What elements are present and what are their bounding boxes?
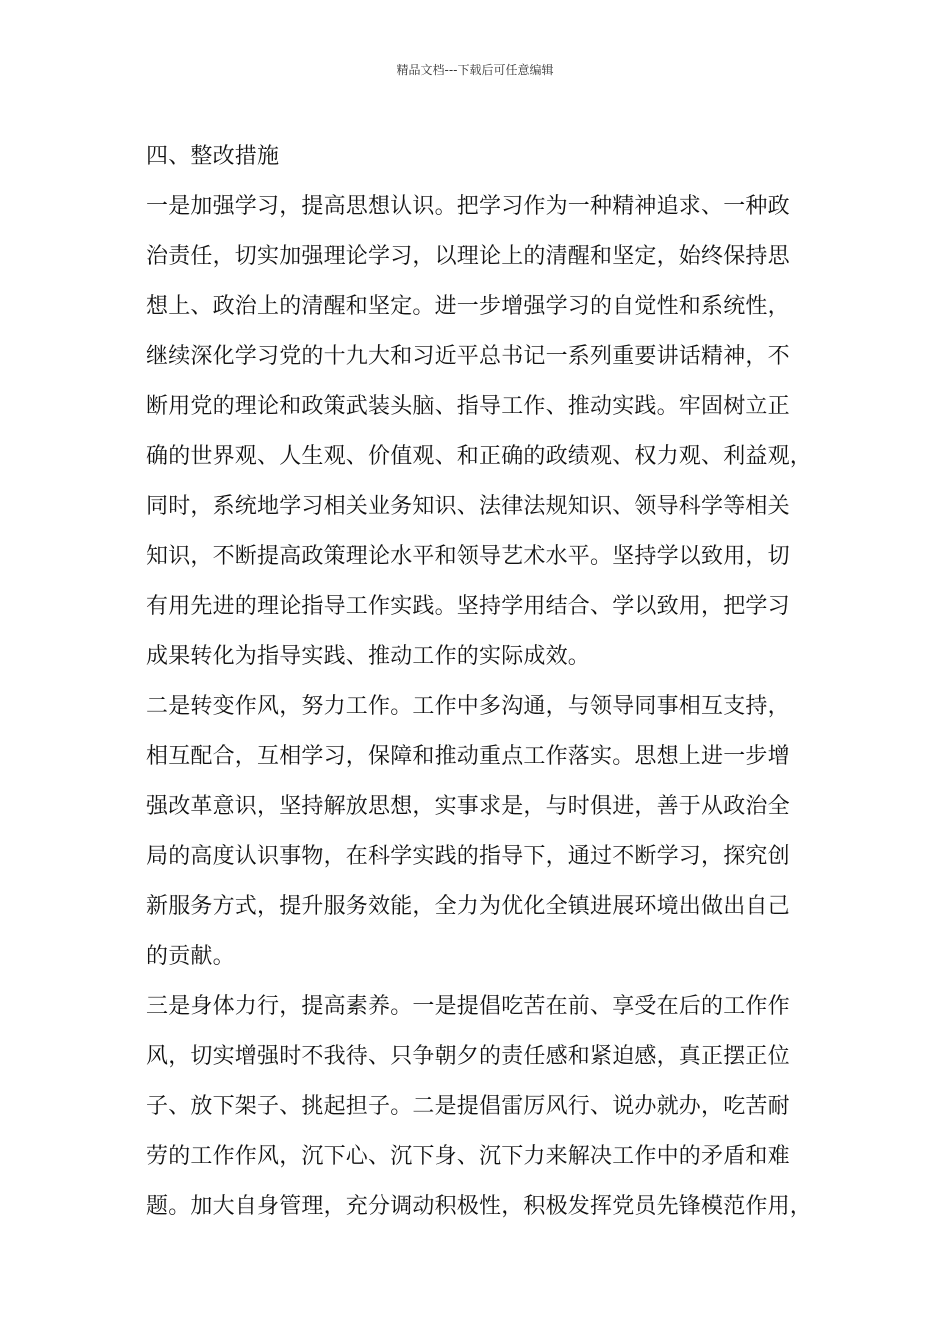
page-header: 精品文档---下载后可任意编辑 [396,63,554,77]
text-line: 强改革意识，坚持解放思想，实事求是，与时俱进，善于从政治全 [146,794,790,819]
text-line: 新服务方式，提升服务效能，全力为优化全镇进展环境出做出自己 [146,894,790,919]
text-line: 有用先进的理论指导工作实践。坚持学用结合、学以致用，把学习 [146,594,790,619]
text-line: 三是身体力行，提高素养。一是提倡吃苦在前、享受在后的工作作 [146,994,790,1019]
text-line: 断用党的理论和政策武装头脑、指导工作、推动实践。牢固树立正 [146,394,790,419]
section-heading: 四、整改措施 [146,144,280,169]
text-line: 同时，系统地学习相关业务知识、法律法规知识、领导科学等相关 [146,494,790,519]
text-line: 治责任，切实加强理论学习，以理论上的清醒和坚定，始终保持思 [146,244,790,269]
text-line: 子、放下架子、挑起担子。二是提倡雷厉风行、说办就办，吃苦耐 [146,1094,790,1119]
text-line: 一是加强学习，提高思想认识。把学习作为一种精神追求、一种政 [146,194,790,219]
document-body [146,132,836,1232]
text-line: 知识，不断提高政策理论水平和领导艺术水平。坚持学以致用，切 [146,544,790,569]
text-line: 风，切实增强时不我待、只争朝夕的责任感和紧迫感，真正摆正位 [146,1044,790,1069]
text-line: 局的高度认识事物，在科学实践的指导下，通过不断学习，探究创 [146,844,790,869]
text-line: 确的世界观、人生观、价值观、和正确的政绩观、权力观、利益观， [146,444,813,469]
text-line: 题。加大自身管理，充分调动积极性，积极发挥党员先锋模范作用， [146,1194,813,1219]
text-line: 劳的工作作风，沉下心、沉下身、沉下力来解决工作中的矛盾和难 [146,1144,790,1169]
text-line: 成果转化为指导实践、推动工作的实际成效。 [146,644,591,669]
text-line: 二是转变作风，努力工作。工作中多沟通，与领导同事相互支持， [146,694,790,719]
text-line: 继续深化学习党的十九大和习近平总书记一系列重要讲话精神，不 [146,344,790,369]
text-line: 的贡献。 [146,944,235,969]
text-line: 想上、政治上的清醒和坚定。进一步增强学习的自觉性和系统性， [146,294,790,319]
text-line: 相互配合，互相学习，保障和推动重点工作落实。思想上进一步增 [146,744,790,769]
